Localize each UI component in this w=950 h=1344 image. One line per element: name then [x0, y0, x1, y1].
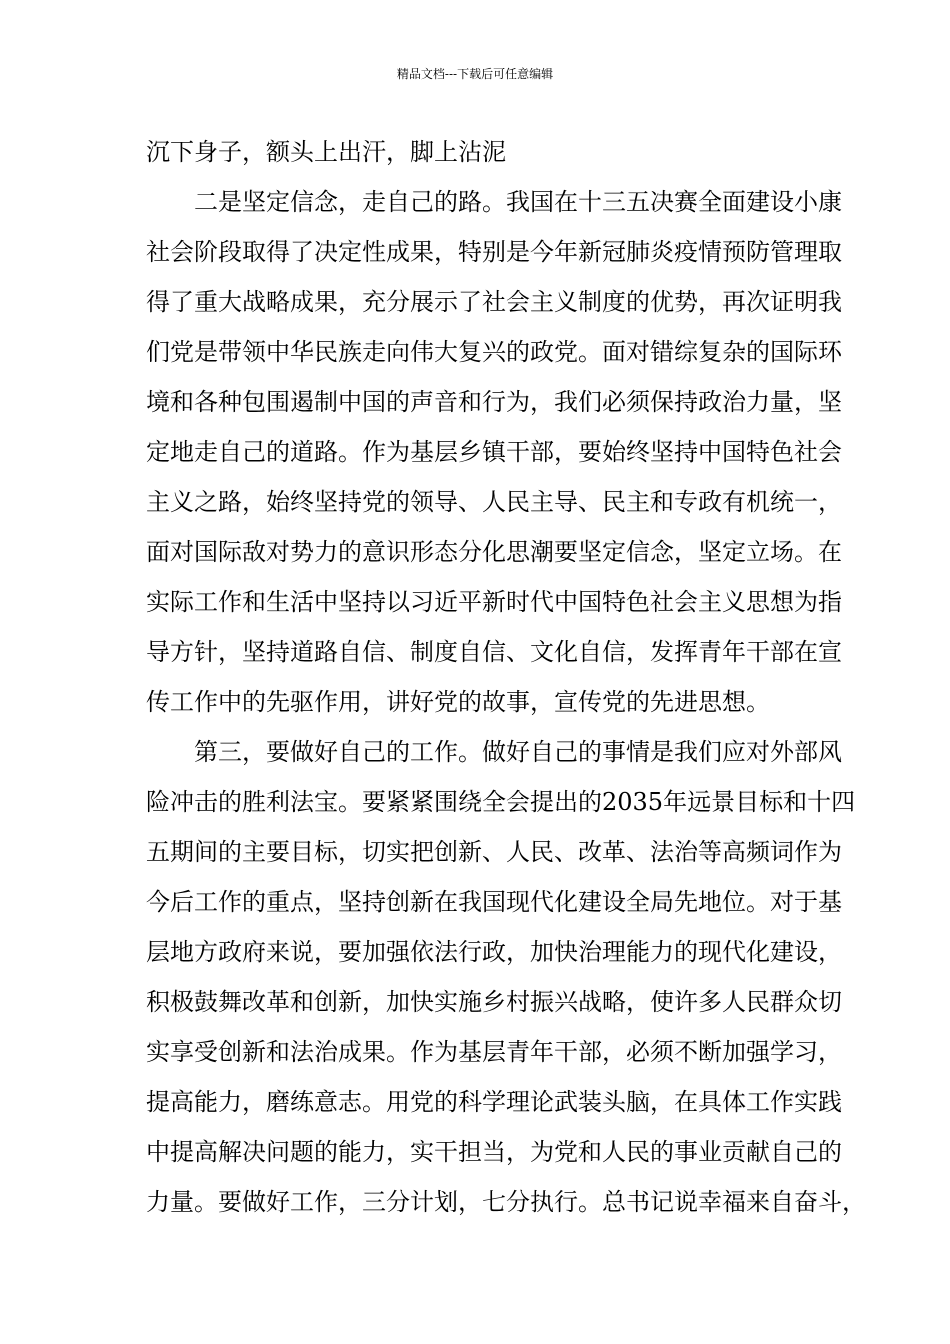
- paragraph-first-line: 第三，要做好自己的工作。做好自己的事情是我们应对外部风: [194, 738, 842, 766]
- text-line: 们党是带领中华民族走向伟大复兴的政党。面对错综复杂的国际环: [146, 338, 842, 366]
- text-line: 今后工作的重点，坚持创新在我国现代化建设全局先地位。对于基: [146, 888, 842, 916]
- text-line: 传工作中的先驱作用，讲好党的故事，宣传党的先进思想。: [146, 688, 770, 716]
- text-line: 得了重大战略成果，充分展示了社会主义制度的优势，再次证明我: [146, 288, 842, 316]
- text-line: 沉下身子，额头上出汗，脚上沾泥: [146, 138, 506, 166]
- text-line: 实际工作和生活中坚持以习近平新时代中国特色社会主义思想为指: [146, 588, 842, 616]
- text-line: 面对国际敌对势力的意识形态分化思潮要坚定信念，坚定立场。在: [146, 538, 842, 566]
- text-line: 积极鼓舞改革和创新，加快实施乡村振兴战略，使许多人民群众切: [146, 988, 842, 1016]
- text-line: 险冲击的胜利法宝。要紧紧围绕全会提出的2035年远景目标和十四: [146, 788, 856, 816]
- text-line: 层地方政府来说，要加强依法行政，加快治理能力的现代化建设，: [146, 938, 842, 966]
- text-line: 提高能力，磨练意志。用党的科学理论武装头脑，在具体工作实践: [146, 1088, 842, 1116]
- text-line: 导方针，坚持道路自信、制度自信、文化自信，发挥青年干部在宣: [146, 638, 842, 666]
- page-header: 精品文档---下载后可任意编辑: [396, 67, 554, 81]
- text-line: 主义之路，始终坚持党的领导、人民主导、民主和专政有机统一，: [146, 488, 842, 516]
- text-line: 社会阶段取得了决定性成果，特别是今年新冠肺炎疫情预防管理取: [146, 238, 842, 266]
- text-line: 五期间的主要目标，切实把创新、人民、改革、法治等高频词作为: [146, 838, 842, 866]
- paragraph-first-line: 二是坚定信念，走自己的路。我国在十三五决赛全面建设小康: [194, 188, 842, 216]
- text-line: 定地走自己的道路。作为基层乡镇干部，要始终坚持中国特色社会: [146, 438, 842, 466]
- text-line: 中提高解决问题的能力，实干担当，为党和人民的事业贡献自己的: [146, 1138, 842, 1166]
- text-line: 境和各种包围遏制中国的声音和行为，我们必须保持政治力量，坚: [146, 388, 842, 416]
- text-line: 实享受创新和法治成果。作为基层青年干部，必须不断加强学习，: [146, 1038, 842, 1066]
- text-line: 力量。要做好工作，三分计划，七分执行。总书记说幸福来自奋斗，: [146, 1188, 866, 1216]
